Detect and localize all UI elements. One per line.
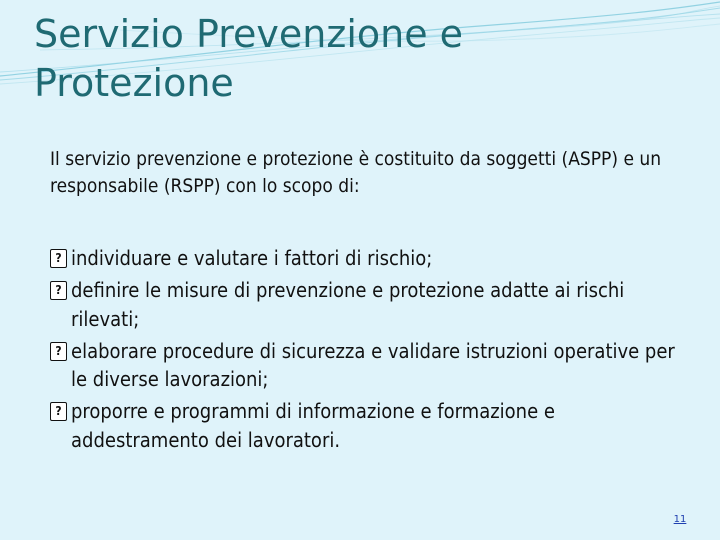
missing-glyph-bullet-icon <box>50 249 67 268</box>
list-item-text: individuare e valutare i fattori di rischio; <box>71 246 433 270</box>
intro-paragraph: Il servizio prevenzione e protezione è costituito da soggetti (ASPP) e un responsabile (RSPP) con lo scopo di: <box>50 148 662 197</box>
missing-glyph-bullet-icon <box>50 342 67 361</box>
list-item <box>50 276 690 333</box>
bullet-list <box>50 244 690 458</box>
list-item <box>50 397 690 454</box>
list-item-text: proporre e programmi di informazione e formazione e addestramento dei lavoratori. <box>71 399 555 452</box>
list-item <box>50 337 690 394</box>
list-item-text: definire le misure di prevenzione e protezione adatte ai rischi rilevati; <box>71 278 625 331</box>
list-item-text: elaborare procedure di sicurezza e validare istruzioni operative per le diverse lavorazioni; <box>71 338 675 391</box>
missing-glyph-bullet-icon <box>50 281 67 300</box>
slide-title: Servizio Prevenzione e Protezione <box>34 12 464 105</box>
page-number-link[interactable]: 11 <box>673 514 687 525</box>
list-item <box>50 244 690 273</box>
missing-glyph-bullet-icon <box>50 402 67 421</box>
